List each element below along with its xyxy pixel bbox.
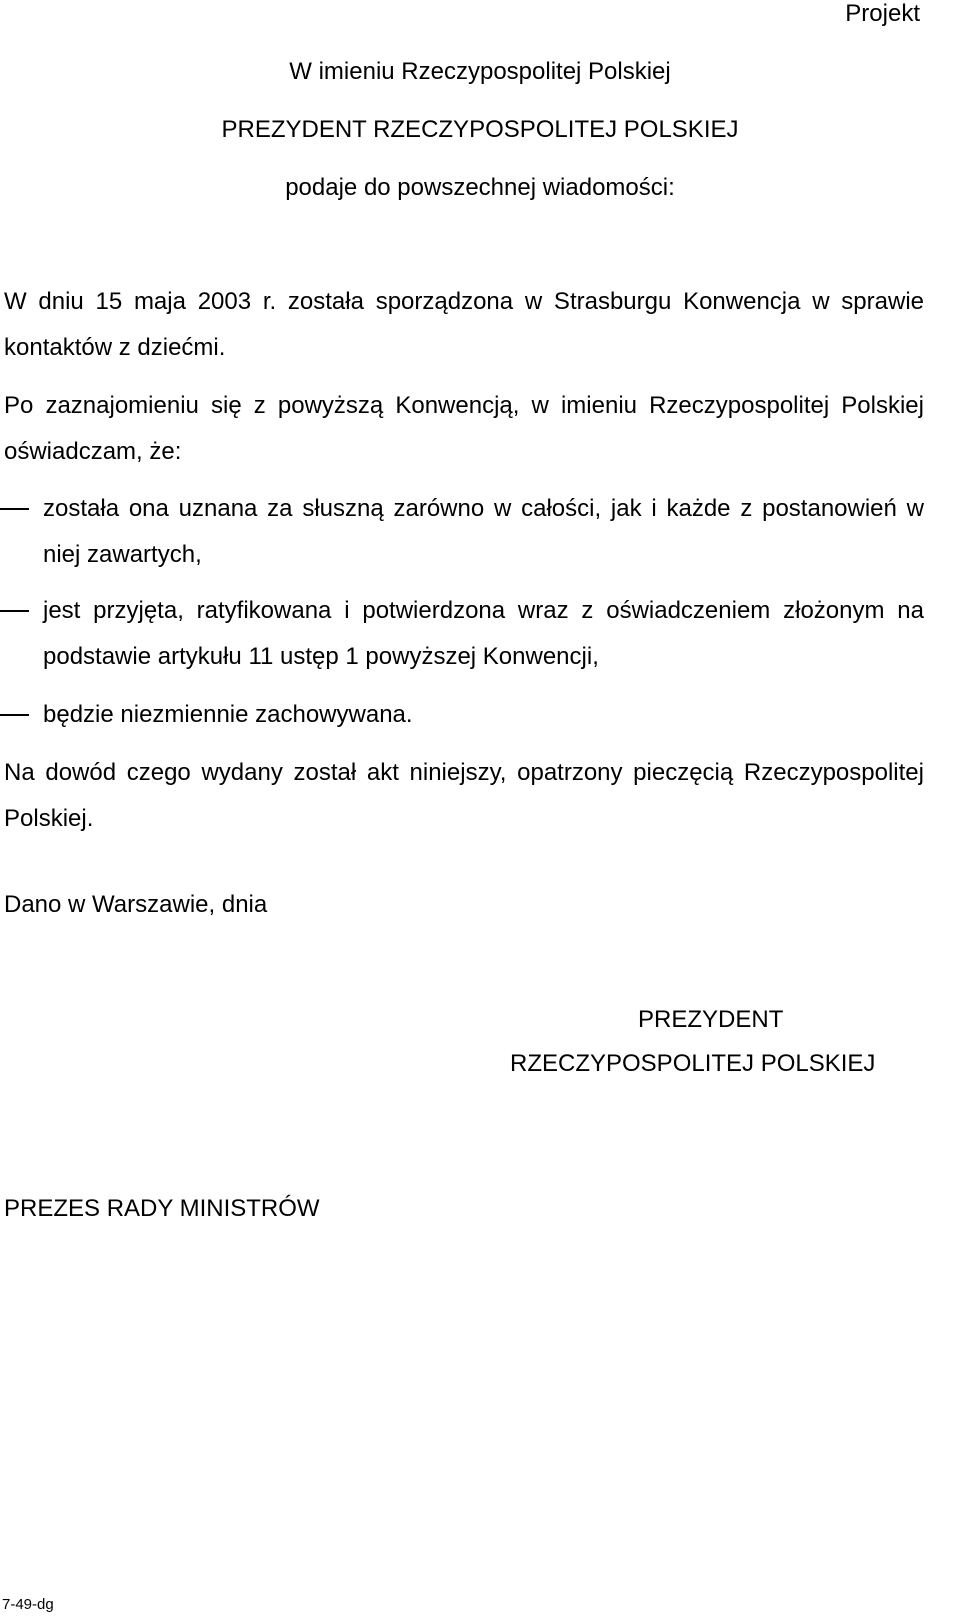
paragraph-witness: Na dowód czego wydany został akt niniejszy, opatrzony pieczęcią Rzeczypospolitej Polskiej.: [4, 759, 924, 832]
bullet-text: została ona uznana za słuszną zarówno w całości, jak i każde z postanowień w niej zawartych,: [43, 495, 924, 568]
intro-line-2: PREZYDENT RZECZYPOSPOLITEJ POLSKIEJ: [221, 116, 739, 143]
intro-line-1: W imieniu Rzeczypospolitej Polskiej: [289, 58, 671, 85]
dash-marker: [0, 714, 29, 716]
dash-marker: [0, 508, 29, 510]
bullet-text: jest przyjęta, ratyfikowana i potwierdzona wraz z oświadczeniem złożonym na podstawie artykułu 11 ustęp 1 powyższej Konwencji,: [43, 597, 924, 670]
footer-code: 7-49-dg: [2, 1596, 54, 1613]
paragraph-declaration: Po zaznajomieniu się z powyższą Konwencją, w imieniu Rzeczypospolitej Polskiej oświadczam, że:: [4, 392, 924, 465]
intro-line-3: podaje do powszechnej wiadomości:: [285, 174, 675, 201]
president-title-line-1: PREZYDENT: [638, 1006, 784, 1033]
dash-marker: [0, 610, 29, 612]
bullet-text: będzie niezmiennie zachowywana.: [43, 701, 413, 728]
bullet-item-3: [0, 692, 960, 742]
bullet-item-1: [0, 486, 960, 586]
bullet-item-2: [0, 588, 960, 688]
projekt-label: Projekt: [845, 0, 920, 27]
president-title-line-2: RZECZYPOSPOLITEJ POLSKIEJ: [510, 1050, 876, 1077]
paragraph-convention: W dniu 15 maja 2003 r. została sporządzona w Strasburgu Konwencja w sprawie kontaktów z dziećmi.: [4, 288, 924, 361]
prime-minister-title: PREZES RADY MINISTRÓW: [4, 1195, 320, 1222]
date-line: Dano w Warszawie, dnia: [4, 891, 268, 918]
